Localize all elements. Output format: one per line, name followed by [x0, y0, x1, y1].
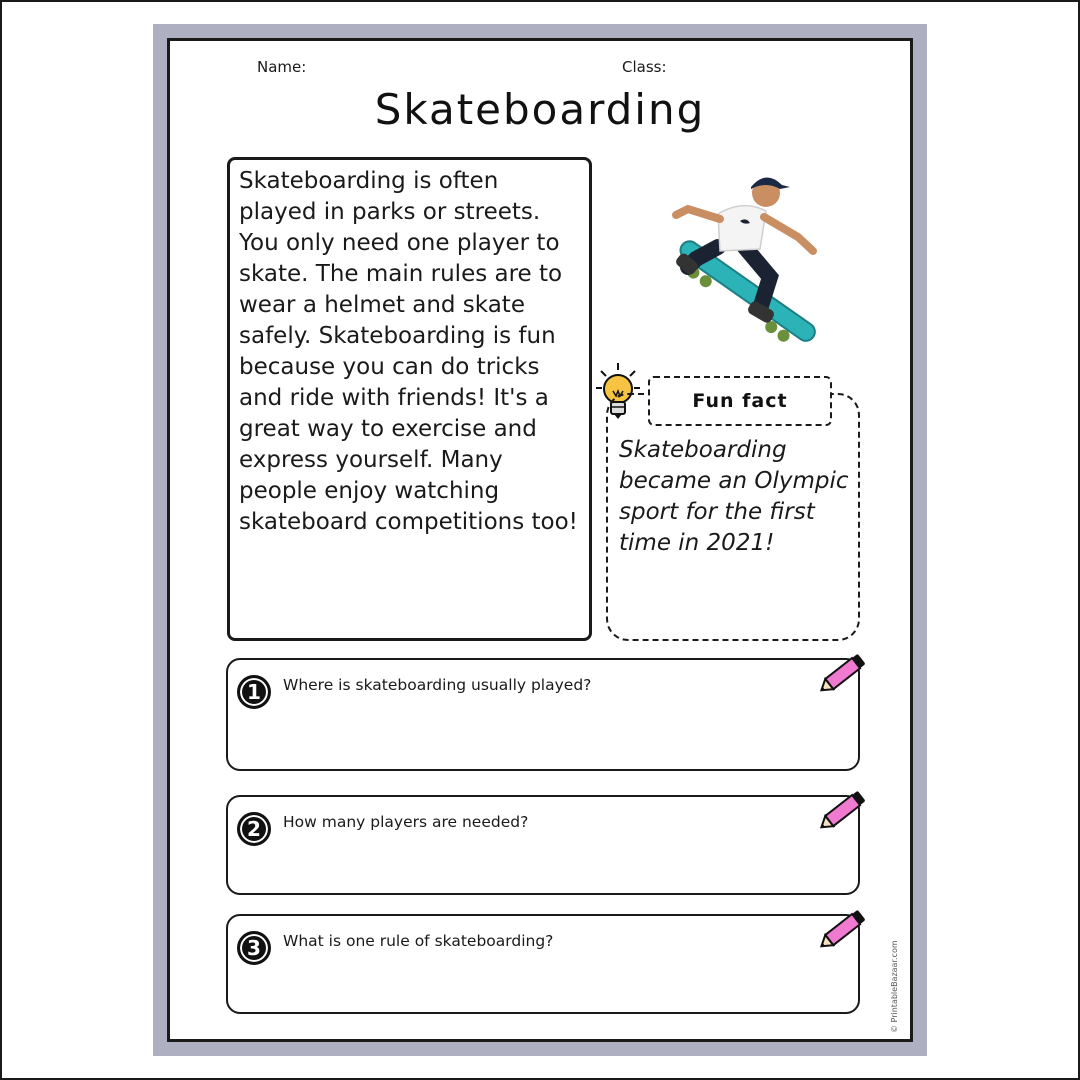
question-text-2: How many players are needed? [283, 813, 529, 831]
question-box-1[interactable] [226, 658, 860, 771]
fun-fact-text: Skateboarding became an Olympic sport for the first time in 2021! [619, 437, 849, 556]
name-label: Name: [257, 58, 307, 76]
question-box-3[interactable] [226, 914, 860, 1014]
fun-fact-heading: Fun fact [648, 376, 832, 426]
pencil-icon [816, 906, 870, 954]
pencil-icon [816, 650, 870, 698]
skateboarder-image [648, 159, 838, 351]
question-number-2: 2 [237, 812, 271, 846]
question-text-1: Where is skateboarding usually played? [283, 676, 592, 694]
page-mat [153, 24, 927, 1056]
worksheet [167, 38, 913, 1042]
question-text-3: What is one rule of skateboarding? [283, 932, 554, 950]
page-title: Skateboarding [374, 85, 706, 134]
question-number-1: 1 [237, 675, 271, 709]
copyright-text: © PrintableBazaar.com [890, 940, 899, 1033]
question-box-2[interactable] [226, 795, 860, 895]
question-number-3: 3 [237, 931, 271, 965]
passage-text: Skateboarding is often played in parks or streets. You only need one player to skate. The main rules are to wear a helmet and skate safely. Skateboarding is fun because you can do tricks and ride with friends! It's a great way to exercise and express yourself. Many people enjoy watching skateboard competitions too! [239, 168, 578, 535]
class-label: Class: [622, 58, 667, 76]
reading-passage [227, 157, 592, 641]
pencil-icon [816, 787, 870, 835]
